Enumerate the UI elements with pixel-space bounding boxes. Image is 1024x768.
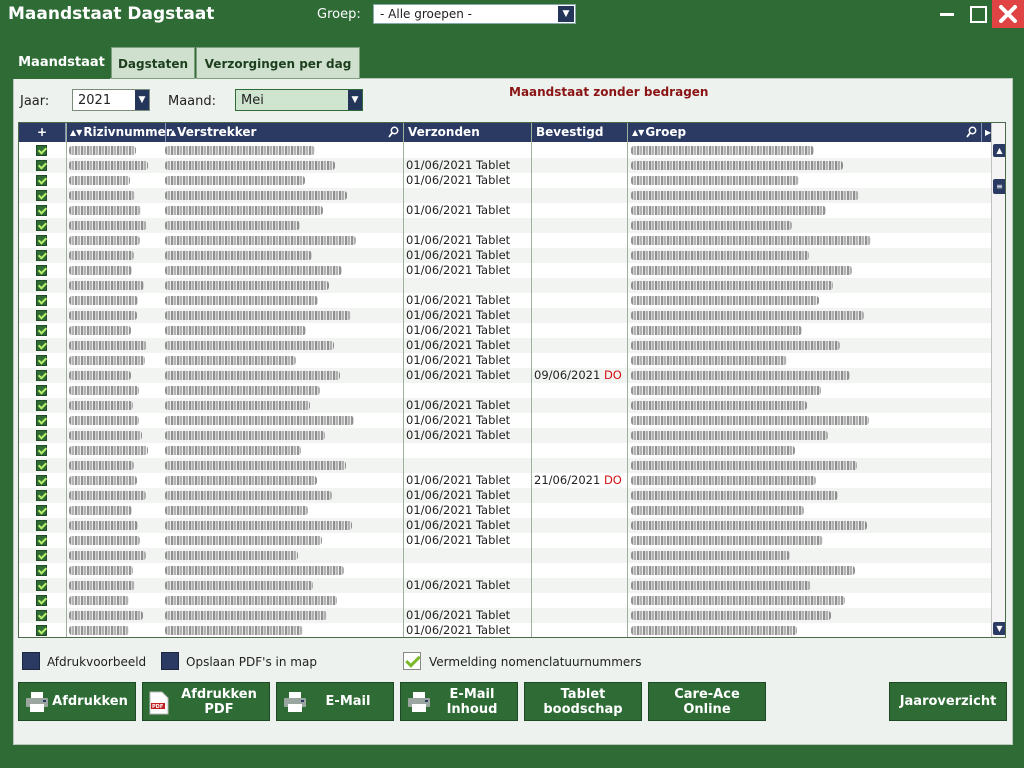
redacted-groep [631, 206, 826, 215]
redacted-groep [631, 491, 838, 500]
table-row[interactable] [19, 413, 991, 428]
redacted-verstrekker [165, 626, 303, 635]
row-checkbox[interactable] [36, 355, 47, 366]
redacted-verstrekker [165, 521, 352, 530]
row-checkbox[interactable] [36, 220, 47, 231]
groep-label: Groep: [317, 7, 361, 22]
row-checkbox[interactable] [36, 385, 47, 396]
redacted-groep [631, 536, 823, 545]
verzonden-cell: 01/06/2021 Tablet [406, 203, 511, 217]
table-row[interactable] [19, 188, 991, 203]
table-row[interactable] [19, 593, 991, 608]
add-column-button[interactable]: + [19, 123, 66, 142]
maand-value: Mei [241, 93, 264, 108]
verzonden-cell: 01/06/2021 Tablet [406, 338, 511, 352]
redacted-rizivnummer [69, 371, 131, 380]
redacted-groep [631, 236, 871, 245]
verzonden-cell: 01/06/2021 Tablet [406, 518, 511, 532]
redacted-rizivnummer [69, 431, 142, 440]
redacted-rizivnummer [69, 206, 141, 215]
row-checkbox[interactable] [36, 625, 47, 636]
verzonden-cell: 01/06/2021 Tablet [406, 248, 511, 262]
row-checkbox[interactable] [36, 310, 47, 321]
redacted-rizivnummer [69, 221, 147, 230]
maximize-icon[interactable] [962, 0, 992, 28]
vermelding-nomenclatuur-label: Vermelding nomenclatuurnummers [429, 655, 642, 669]
scroll-right-icon[interactable]: ▶ [985, 128, 992, 137]
verzonden-cell: 01/06/2021 Tablet [406, 173, 511, 187]
redacted-verstrekker [165, 506, 308, 515]
jaaroverzicht-button[interactable]: Jaaroverzicht [889, 682, 1007, 721]
redacted-verstrekker [165, 176, 305, 185]
redacted-groep [631, 461, 857, 470]
table-row[interactable] [19, 248, 991, 263]
table-row[interactable] [19, 563, 991, 578]
redacted-verstrekker [165, 311, 351, 320]
redacted-groep [631, 356, 787, 365]
redacted-rizivnummer [69, 611, 143, 620]
table-row[interactable] [19, 233, 991, 248]
afdrukken-button[interactable]: Afdrukken [18, 682, 136, 721]
redacted-groep [631, 281, 833, 290]
redacted-verstrekker [165, 461, 346, 470]
table-row[interactable] [19, 518, 991, 533]
redacted-verstrekker [165, 551, 298, 560]
row-checkbox[interactable] [36, 535, 47, 546]
tab-verzorgingen-per-dag[interactable]: Verzorgingen per dag [196, 47, 360, 79]
table-row[interactable] [19, 383, 991, 398]
redacted-verstrekker [165, 431, 325, 440]
verzonden-cell: 01/06/2021 Tablet [406, 473, 511, 487]
verzonden-cell: 01/06/2021 Tablet [406, 263, 511, 277]
redacted-rizivnummer [69, 251, 134, 260]
redacted-groep [631, 266, 852, 275]
column-divider [627, 123, 628, 638]
row-checkbox[interactable] [36, 235, 47, 246]
redacted-rizivnummer [69, 266, 132, 275]
table-row[interactable] [19, 308, 991, 323]
redacted-rizivnummer [69, 161, 148, 170]
redacted-groep [631, 401, 807, 410]
row-checkbox[interactable] [36, 370, 47, 381]
redacted-groep [631, 386, 821, 395]
column-bevestigd[interactable]: Bevestigd [532, 123, 628, 142]
search-icon[interactable] [966, 126, 977, 138]
redacted-groep [631, 161, 843, 170]
redacted-groep [631, 566, 855, 575]
redacted-groep [631, 521, 867, 530]
row-checkbox[interactable] [36, 550, 47, 561]
column-groep[interactable]: ▲▼Groep [628, 123, 982, 142]
redacted-groep [631, 251, 809, 260]
row-checkbox[interactable] [36, 565, 47, 576]
table-row[interactable] [19, 428, 991, 443]
column-verstrekker[interactable]: ▲Verstrekker [166, 123, 404, 142]
redacted-groep [631, 176, 799, 185]
tablet-boodschap-button[interactable]: Tablet boodschap [524, 682, 642, 721]
afdrukvoorbeeld-checkbox[interactable] [22, 652, 40, 670]
table-row[interactable] [19, 293, 991, 308]
chevron-down-icon[interactable]: ▼ [558, 6, 574, 22]
bevestigd-cell: 09/06/2021 DO [534, 368, 622, 382]
verzonden-cell: 01/06/2021 Tablet [406, 503, 511, 517]
redacted-verstrekker [165, 296, 318, 305]
redacted-groep [631, 296, 819, 305]
email-inhoud-button[interactable]: E-Mail Inhoud [400, 682, 518, 721]
jaar-label: Jaar: [20, 94, 50, 109]
redacted-groep [631, 191, 859, 200]
tab-maandstaat[interactable]: Maandstaat [13, 46, 110, 79]
redacted-rizivnummer [69, 566, 133, 575]
do-badge: DO [600, 473, 622, 487]
redacted-verstrekker [165, 476, 317, 485]
pdf-icon [149, 691, 169, 715]
row-checkbox[interactable] [36, 175, 47, 186]
close-icon[interactable] [992, 0, 1024, 28]
row-checkbox[interactable] [36, 340, 47, 351]
redacted-rizivnummer [69, 581, 135, 590]
table-row[interactable] [19, 338, 991, 353]
redacted-rizivnummer [69, 176, 130, 185]
notice-text: Maandstaat zonder bedragen [509, 85, 709, 99]
maand-label: Maand: [168, 94, 217, 109]
row-checkbox[interactable] [36, 445, 47, 456]
maand-select[interactable] [235, 89, 363, 111]
verzonden-cell: 01/06/2021 Tablet [406, 578, 511, 592]
sort-icon: ▲▼ [70, 128, 83, 137]
verzonden-cell: 01/06/2021 Tablet [406, 158, 511, 172]
table-row[interactable] [19, 533, 991, 548]
table-row[interactable] [19, 368, 991, 383]
verzonden-cell: 01/06/2021 Tablet [406, 293, 511, 307]
svg-text:PDF: PDF [152, 704, 164, 710]
redacted-verstrekker [165, 446, 301, 455]
redacted-groep [631, 341, 840, 350]
redacted-verstrekker [165, 371, 340, 380]
afdrukvoorbeeld-label: Afdrukvoorbeeld [47, 655, 147, 669]
redacted-groep [631, 626, 797, 635]
redacted-verstrekker [165, 566, 344, 575]
verzonden-cell: 01/06/2021 Tablet [406, 533, 511, 547]
redacted-rizivnummer [69, 506, 132, 515]
redacted-verstrekker [165, 251, 312, 260]
row-checkbox[interactable] [36, 520, 47, 531]
table-row[interactable] [19, 203, 991, 218]
opslaan-pdf-checkbox[interactable] [161, 652, 179, 670]
redacted-verstrekker [165, 581, 313, 590]
redacted-groep [631, 221, 792, 230]
printer-icon [407, 691, 431, 713]
tab-dagstaten[interactable]: Dagstaten [111, 47, 195, 79]
redacted-rizivnummer [69, 401, 133, 410]
scroll-thumb[interactable]: ≡ [993, 179, 1006, 194]
search-icon[interactable] [388, 126, 399, 138]
redacted-rizivnummer [69, 281, 144, 290]
redacted-rizivnummer [69, 236, 140, 245]
redacted-rizivnummer [69, 476, 137, 485]
row-checkbox[interactable] [36, 490, 47, 501]
row-checkbox[interactable] [36, 295, 47, 306]
verzonden-cell: 01/06/2021 Tablet [406, 398, 511, 412]
care-ace-online-button[interactable]: Care-Ace Online [648, 682, 766, 721]
do-badge: DO [600, 368, 622, 382]
row-checkbox[interactable] [36, 475, 47, 486]
verzonden-cell: 01/06/2021 Tablet [406, 323, 511, 337]
table-row[interactable] [19, 443, 991, 458]
redacted-groep [631, 446, 795, 455]
row-checkbox[interactable] [36, 430, 47, 441]
maandstaat-table [18, 122, 1006, 638]
redacted-verstrekker [165, 356, 296, 365]
redacted-groep [631, 431, 828, 440]
redacted-rizivnummer [69, 296, 138, 305]
groep-select[interactable] [373, 4, 576, 24]
opslaan-pdf-label: Opslaan PDF's in map [186, 655, 317, 669]
row-checkbox[interactable] [36, 595, 47, 606]
afdrukken-pdf-button[interactable]: PDF Afdrukken PDF [142, 682, 270, 721]
table-row[interactable] [19, 608, 991, 623]
redacted-rizivnummer [69, 416, 139, 425]
row-checkbox[interactable] [36, 610, 47, 621]
redacted-groep [631, 326, 802, 335]
redacted-groep [631, 311, 864, 320]
redacted-verstrekker [165, 236, 356, 245]
column-divider [531, 123, 532, 638]
redacted-verstrekker [165, 341, 334, 350]
window-title: Maandstaat Dagstaat [8, 4, 215, 24]
table-row[interactable] [19, 623, 991, 638]
verzonden-cell: 01/06/2021 Tablet [406, 368, 511, 382]
redacted-groep [631, 476, 816, 485]
row-checkbox[interactable] [36, 250, 47, 261]
table-row[interactable] [19, 488, 991, 503]
table-row[interactable] [19, 173, 991, 188]
printer-icon [283, 691, 307, 713]
groep-select-value: - Alle groepen - [380, 7, 472, 21]
vermelding-nomenclatuur-checkbox[interactable] [403, 652, 421, 670]
table-row[interactable] [19, 323, 991, 338]
table-row[interactable] [19, 143, 991, 158]
row-checkbox[interactable] [36, 580, 47, 591]
chevron-down-icon[interactable]: ▼ [135, 90, 149, 110]
redacted-verstrekker [165, 491, 332, 500]
redacted-verstrekker [165, 146, 315, 155]
table-row[interactable] [19, 503, 991, 518]
table-row[interactable] [19, 458, 991, 473]
redacted-verstrekker [165, 386, 320, 395]
redacted-verstrekker [165, 161, 335, 170]
table-row[interactable] [19, 398, 991, 413]
redacted-rizivnummer [69, 311, 137, 320]
title-bar [0, 0, 1024, 28]
redacted-groep [631, 506, 804, 515]
redacted-groep [631, 596, 845, 605]
table-row[interactable] [19, 218, 991, 233]
row-checkbox[interactable] [36, 160, 47, 171]
bevestigd-cell: 21/06/2021 DO [534, 473, 622, 487]
redacted-rizivnummer [69, 551, 146, 560]
redacted-verstrekker [165, 326, 306, 335]
verzonden-cell: 01/06/2021 Tablet [406, 353, 511, 367]
redacted-rizivnummer [69, 146, 136, 155]
column-divider [66, 123, 67, 638]
redacted-rizivnummer [69, 461, 134, 470]
redacted-verstrekker [165, 416, 354, 425]
redacted-rizivnummer [69, 191, 135, 200]
printer-icon [25, 691, 49, 713]
table-body [19, 143, 991, 638]
redacted-rizivnummer [69, 596, 129, 605]
redacted-rizivnummer [69, 356, 145, 365]
redacted-verstrekker [165, 611, 327, 620]
redacted-rizivnummer [69, 521, 138, 530]
table-row[interactable] [19, 473, 991, 488]
row-checkbox[interactable] [36, 280, 47, 291]
row-checkbox[interactable] [36, 145, 47, 156]
row-checkbox[interactable] [36, 400, 47, 411]
redacted-groep [631, 611, 831, 620]
verzonden-cell: 01/06/2021 Tablet [406, 488, 511, 502]
redacted-verstrekker [165, 401, 310, 410]
table-row[interactable] [19, 263, 991, 278]
redacted-rizivnummer [69, 326, 131, 335]
table-row[interactable] [19, 548, 991, 563]
verzonden-cell: 01/06/2021 Tablet [406, 233, 511, 247]
jaar-value: 2021 [78, 93, 112, 108]
redacted-rizivnummer [69, 536, 140, 545]
redacted-verstrekker [165, 206, 323, 215]
redacted-groep [631, 551, 790, 560]
verzonden-cell: 01/06/2021 Tablet [406, 623, 511, 637]
redacted-rizivnummer [69, 491, 146, 500]
column-divider [403, 123, 404, 638]
redacted-groep [631, 581, 811, 590]
table-row[interactable] [19, 353, 991, 368]
redacted-groep [631, 146, 814, 155]
redacted-verstrekker [165, 191, 347, 200]
row-checkbox[interactable] [36, 415, 47, 426]
row-checkbox[interactable] [36, 205, 47, 216]
verzonden-cell: 01/06/2021 Tablet [406, 308, 511, 322]
column-verzonden[interactable]: Verzonden [404, 123, 532, 142]
table-row[interactable] [19, 278, 991, 293]
row-checkbox[interactable] [36, 325, 47, 336]
table-row[interactable] [19, 578, 991, 593]
row-checkbox[interactable] [36, 265, 47, 276]
redacted-verstrekker [165, 221, 300, 230]
jaar-select[interactable] [72, 89, 150, 111]
verzonden-cell: 01/06/2021 Tablet [406, 608, 511, 622]
email-button[interactable]: E-Mail [276, 682, 394, 721]
sort-icon: ▲▼ [632, 128, 645, 137]
scroll-up-icon[interactable]: ▲ [993, 144, 1006, 157]
verzonden-cell: 01/06/2021 Tablet [406, 413, 511, 427]
sort-icon: ▲ [170, 128, 177, 137]
redacted-rizivnummer [69, 386, 139, 395]
redacted-verstrekker [165, 536, 322, 545]
scroll-down-icon[interactable]: ▼ [993, 622, 1006, 635]
column-rizivnummer[interactable]: ▲▼Rizivnummer [66, 123, 166, 142]
table-header [19, 123, 991, 142]
redacted-groep [631, 416, 869, 425]
redacted-groep [631, 371, 850, 380]
row-checkbox[interactable] [36, 505, 47, 516]
redacted-rizivnummer [69, 446, 148, 455]
redacted-verstrekker [165, 266, 342, 275]
table-row[interactable] [19, 158, 991, 173]
row-checkbox[interactable] [36, 460, 47, 471]
redacted-verstrekker [165, 281, 329, 290]
redacted-verstrekker [165, 596, 337, 605]
minimize-icon[interactable] [932, 0, 962, 28]
chevron-down-icon[interactable]: ▼ [348, 90, 362, 110]
row-checkbox[interactable] [36, 190, 47, 201]
verzonden-cell: 01/06/2021 Tablet [406, 428, 511, 442]
vertical-scrollbar[interactable] [991, 123, 1006, 637]
redacted-rizivnummer [69, 626, 129, 635]
redacted-rizivnummer [69, 341, 147, 350]
